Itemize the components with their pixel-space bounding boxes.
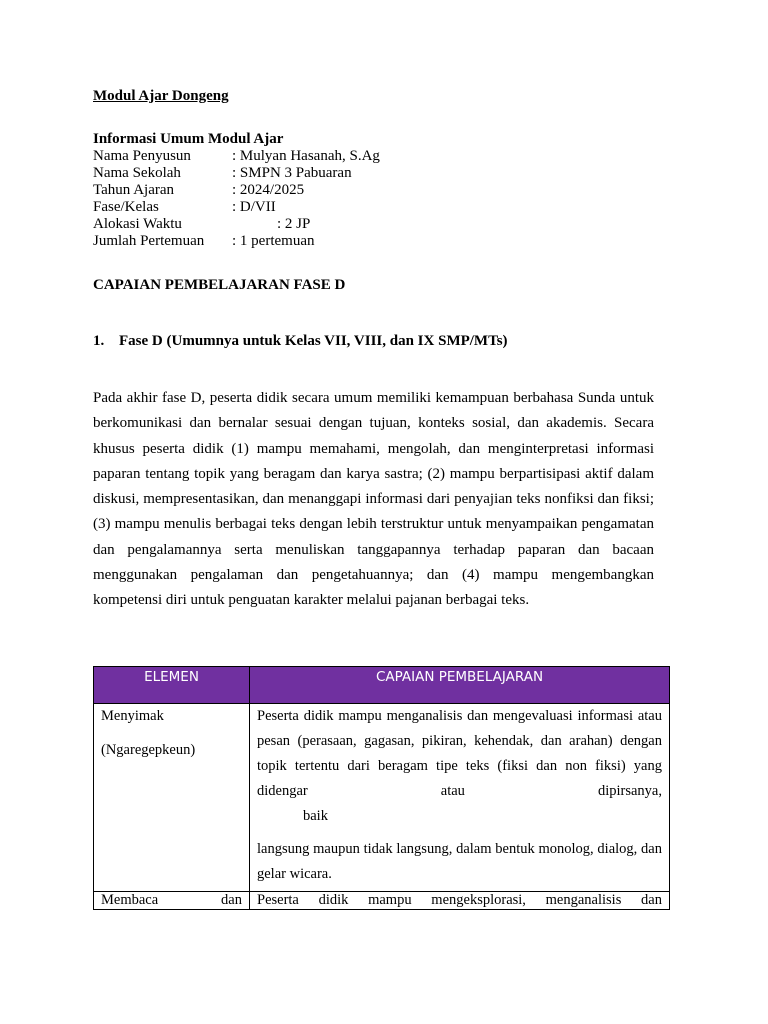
phase-title: Fase D (Umumnya untuk Kelas VII, VIII, dan IX SMP/MTs) bbox=[119, 333, 508, 349]
phase-heading bbox=[93, 333, 670, 350]
outcome-cell: Peserta didik mampu mengeksplorasi, menganalisis dan bbox=[250, 892, 670, 910]
table-header-row bbox=[94, 667, 670, 704]
element-subtitle: (Ngaregepkeun) bbox=[101, 742, 196, 758]
document-page bbox=[93, 88, 670, 629]
info-label: Tahun Ajaran bbox=[93, 182, 175, 198]
table-row bbox=[94, 704, 670, 892]
table-row bbox=[94, 892, 670, 910]
info-label: Jumlah Pertemuan bbox=[93, 233, 205, 249]
info-value: : 1 pertemuan bbox=[232, 233, 315, 249]
outcome-text-tail: baik bbox=[303, 808, 328, 824]
info-value: : SMPN 3 Pabuaran bbox=[232, 165, 352, 181]
general-info-section bbox=[93, 131, 670, 250]
phase-description: Pada akhir fase D, peserta didik secara umum memiliki kemampuan berbahasa Sunda untuk berkomunikasi dan bernalar sesuai dengan tujuan, konteks sosial, dan akademis. Secara khusus peserta didik (1) mampu memahami, mengolah, dan menginterpretasi informasi paparan tentang topik yang beragam dan karya sastra; (2) mampu berpartisipasi aktif dalam diskusi, mempresentasikan, dan menanggapi informasi dari penyajian teks nonfiksi dan fiksi; (3) mampu menulis berbagai teks dengan lebih terstruktur untuk menyampaikan pengamatan dan pengalamannya serta menuliskan tanggapannya terhadap paparan dan bacaan menggunakan pengalaman dan pengetahuannya; dan (4) mampu mengembangkan kompetensi diri untuk penguatan karakter melalui pajanan berbagai teks. bbox=[93, 390, 654, 609]
element-cell: Membaca dan bbox=[94, 892, 250, 910]
learning-outcomes-table bbox=[93, 666, 670, 910]
outcome-text: Peserta didik mampu menganalisis dan mengevaluasi informasi atau pesan (perasaan, gagasan, pikiran, kehendak, dan arahan) dengan topik tertentu dari beragam tipe teks (fiksi dan non fiksi) yang didengar atau dipirsanya, bbox=[257, 708, 662, 799]
info-value: : 2 JP bbox=[232, 216, 311, 232]
info-row-year bbox=[93, 182, 670, 199]
element-name: Menyimak bbox=[101, 708, 164, 724]
header-element: ELEMEN bbox=[94, 667, 250, 704]
info-row-time bbox=[93, 216, 670, 233]
phase-number: 1. bbox=[93, 333, 105, 349]
general-info-heading: Informasi Umum Modul Ajar bbox=[93, 131, 284, 147]
info-value: : 2024/2025 bbox=[232, 182, 305, 198]
info-label: Nama Penyusun bbox=[93, 148, 191, 164]
element-cell bbox=[94, 704, 250, 892]
info-label: Nama Sekolah bbox=[93, 165, 181, 181]
document-title: Modul Ajar Dongeng bbox=[93, 88, 229, 104]
info-label: Fase/Kelas bbox=[93, 199, 159, 215]
info-value: : Mulyan Hasanah, S.Ag bbox=[232, 148, 380, 164]
info-label: Alokasi Waktu bbox=[93, 216, 182, 232]
info-row-phase bbox=[93, 199, 670, 216]
outcome-text-continued: langsung maupun tidak langsung, dalam bentuk monolog, dialog, dan gelar wicara. bbox=[257, 841, 662, 882]
header-outcomes: CAPAIAN PEMBELAJARAN bbox=[250, 667, 670, 704]
info-row-school bbox=[93, 165, 670, 182]
outcome-cell bbox=[250, 704, 670, 892]
learning-outcomes-heading: CAPAIAN PEMBELAJARAN FASE D bbox=[93, 277, 346, 293]
info-row-meetings bbox=[93, 233, 670, 250]
info-row-author bbox=[93, 148, 670, 165]
info-value: : D/VII bbox=[232, 199, 276, 215]
